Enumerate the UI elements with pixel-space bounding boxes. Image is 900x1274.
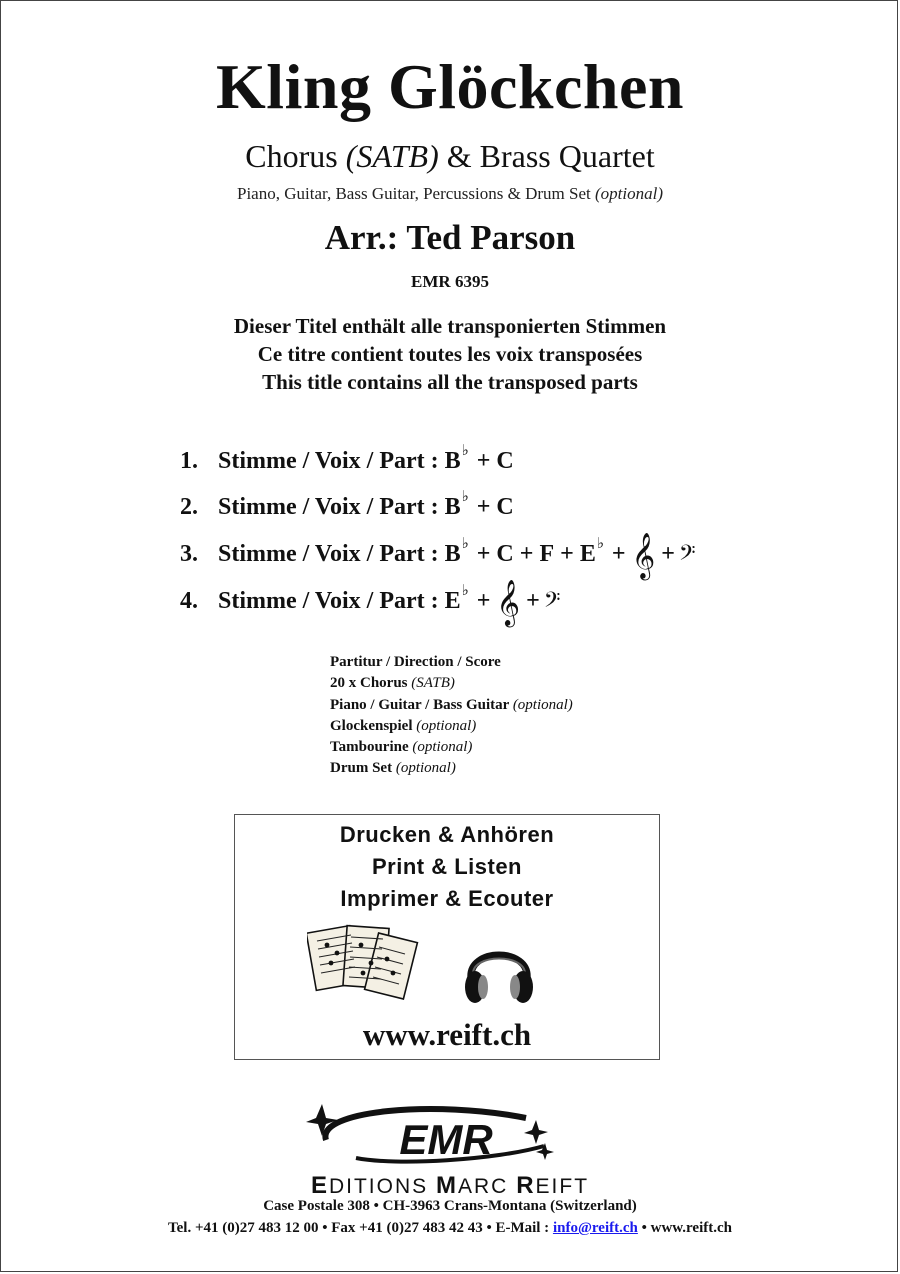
contents-optional: (optional) [395,760,456,777]
contents-item [330,737,573,758]
notice-german: Dieser Titel enthält alle transponierten Stimmen [233,314,667,338]
contents-item [330,716,573,737]
part-label: Stimme / Voix / Part : [218,494,439,520]
part-item [180,530,696,578]
emr-logo [296,1100,596,1170]
subtitle-voicing: (SATB) [345,138,439,174]
notice-english: This title contains all the transposed parts [262,370,638,394]
sheet-music-icon [307,923,419,1005]
plus-sign: + [476,448,491,474]
instrumentation-optional: (optional) [594,184,663,203]
plus-sign: + [661,541,675,567]
part-label: Stimme / Voix / Part : [218,541,439,567]
flat-sign: ♭ [461,583,469,599]
publisher-name-part: EIFT [535,1175,590,1198]
promo-icons [235,923,659,1019]
plus-sign: + [560,541,574,567]
contents-optional: (optional) [412,739,473,756]
part-key: B [444,541,461,567]
catalog-number: EMR 6395 [411,272,489,291]
piece-title: Kling Glöckchen [216,51,684,122]
plus-sign: + [476,541,491,567]
plus-sign: + [476,494,491,520]
emr-logo-text: EMR [399,1116,493,1163]
print-listen-box [234,814,660,1060]
contents-item [330,758,573,779]
part-number: 2. [180,494,198,520]
publisher-contact [0,1220,900,1237]
contents-text: Partitur / Direction / Score [330,654,501,670]
part-item [180,438,696,484]
contents-item [330,652,573,673]
publisher-name-part: ARC [458,1175,517,1198]
part-label: Stimme / Voix / Part : [218,588,439,614]
subtitle [0,138,900,175]
publisher-name [0,1172,900,1200]
instrumentation [0,184,900,204]
plus-sign: + [519,541,534,567]
contents-item [330,673,573,694]
treble-clef-icon: 𝄞 [496,580,521,626]
part-key: B [444,448,461,474]
bass-clef-icon: 𝄢 [678,541,696,571]
part-key: C [496,541,514,567]
promo-line-french: Imprimer & Ecouter [340,886,554,911]
publisher-initial: M [436,1172,458,1199]
subtitle-suffix: & Brass Quartet [438,138,655,174]
email-link[interactable]: info@reift.ch [552,1220,638,1236]
part-number: 1. [180,448,198,474]
part-item [180,484,696,530]
contents-text: Tambourine [330,739,413,756]
contents-optional: (SATB) [411,675,455,692]
bass-clef-icon: 𝄢 [543,588,561,618]
treble-clef-icon: 𝄞 [631,533,656,579]
flat-sign: ♭ [596,536,604,552]
contact-phone-fax: Tel. +41 (0)27 483 12 00 • Fax +41 (0)27 483 42 43 • E-Mail : [168,1220,553,1236]
part-number: 3. [180,541,198,567]
flat-sign: ♭ [461,489,469,505]
contents-text: Piano / Guitar / Bass Guitar [330,696,513,713]
contents-text: Drum Set [330,760,396,777]
instrumentation-text: Piano, Guitar, Bass Guitar, Percussions & Drum Set [237,184,595,203]
contents-item [330,695,573,716]
part-item [180,578,696,624]
publisher-address: Case Postale 308 • CH-3963 Crans-Montana (Switzerland) [263,1198,637,1214]
part-key: B [444,494,461,520]
contents-optional: (optional) [512,696,573,713]
contents-optional: (optional) [416,717,477,734]
flat-sign: ♭ [461,536,469,552]
plus-sign: + [476,588,491,614]
part-key: E [444,588,461,614]
contact-website[interactable]: • www.reift.ch [637,1220,732,1236]
part-key: C [496,494,514,520]
part-label: Stimme / Voix / Part : [218,448,439,474]
promo-line-german: Drucken & Anhören [339,822,555,847]
contents-list [330,652,573,780]
contents-text: 20 x Chorus [330,675,412,692]
promo-url[interactable]: www.reift.ch [362,1017,532,1052]
publisher-initial: E [310,1172,329,1199]
notice-french: Ce titre contient toutes les voix transposées [257,342,643,366]
contents-text: Glockenspiel [330,717,417,734]
headphones-icon [461,929,537,1011]
part-key: F [539,541,555,567]
part-number: 4. [180,588,198,614]
plus-sign: + [611,541,626,567]
part-key: C [496,448,514,474]
plus-sign: + [526,588,540,614]
arranger: Arr.: Ted Parson [324,218,576,257]
part-key: E [579,541,596,567]
subtitle-prefix: Chorus [245,138,346,174]
parts-list [180,438,696,624]
flat-sign: ♭ [461,443,469,459]
publisher-initial: R [516,1172,536,1199]
publisher-name-part: DITIONS [328,1175,436,1198]
promo-line-english: Print & Listen [371,854,522,879]
